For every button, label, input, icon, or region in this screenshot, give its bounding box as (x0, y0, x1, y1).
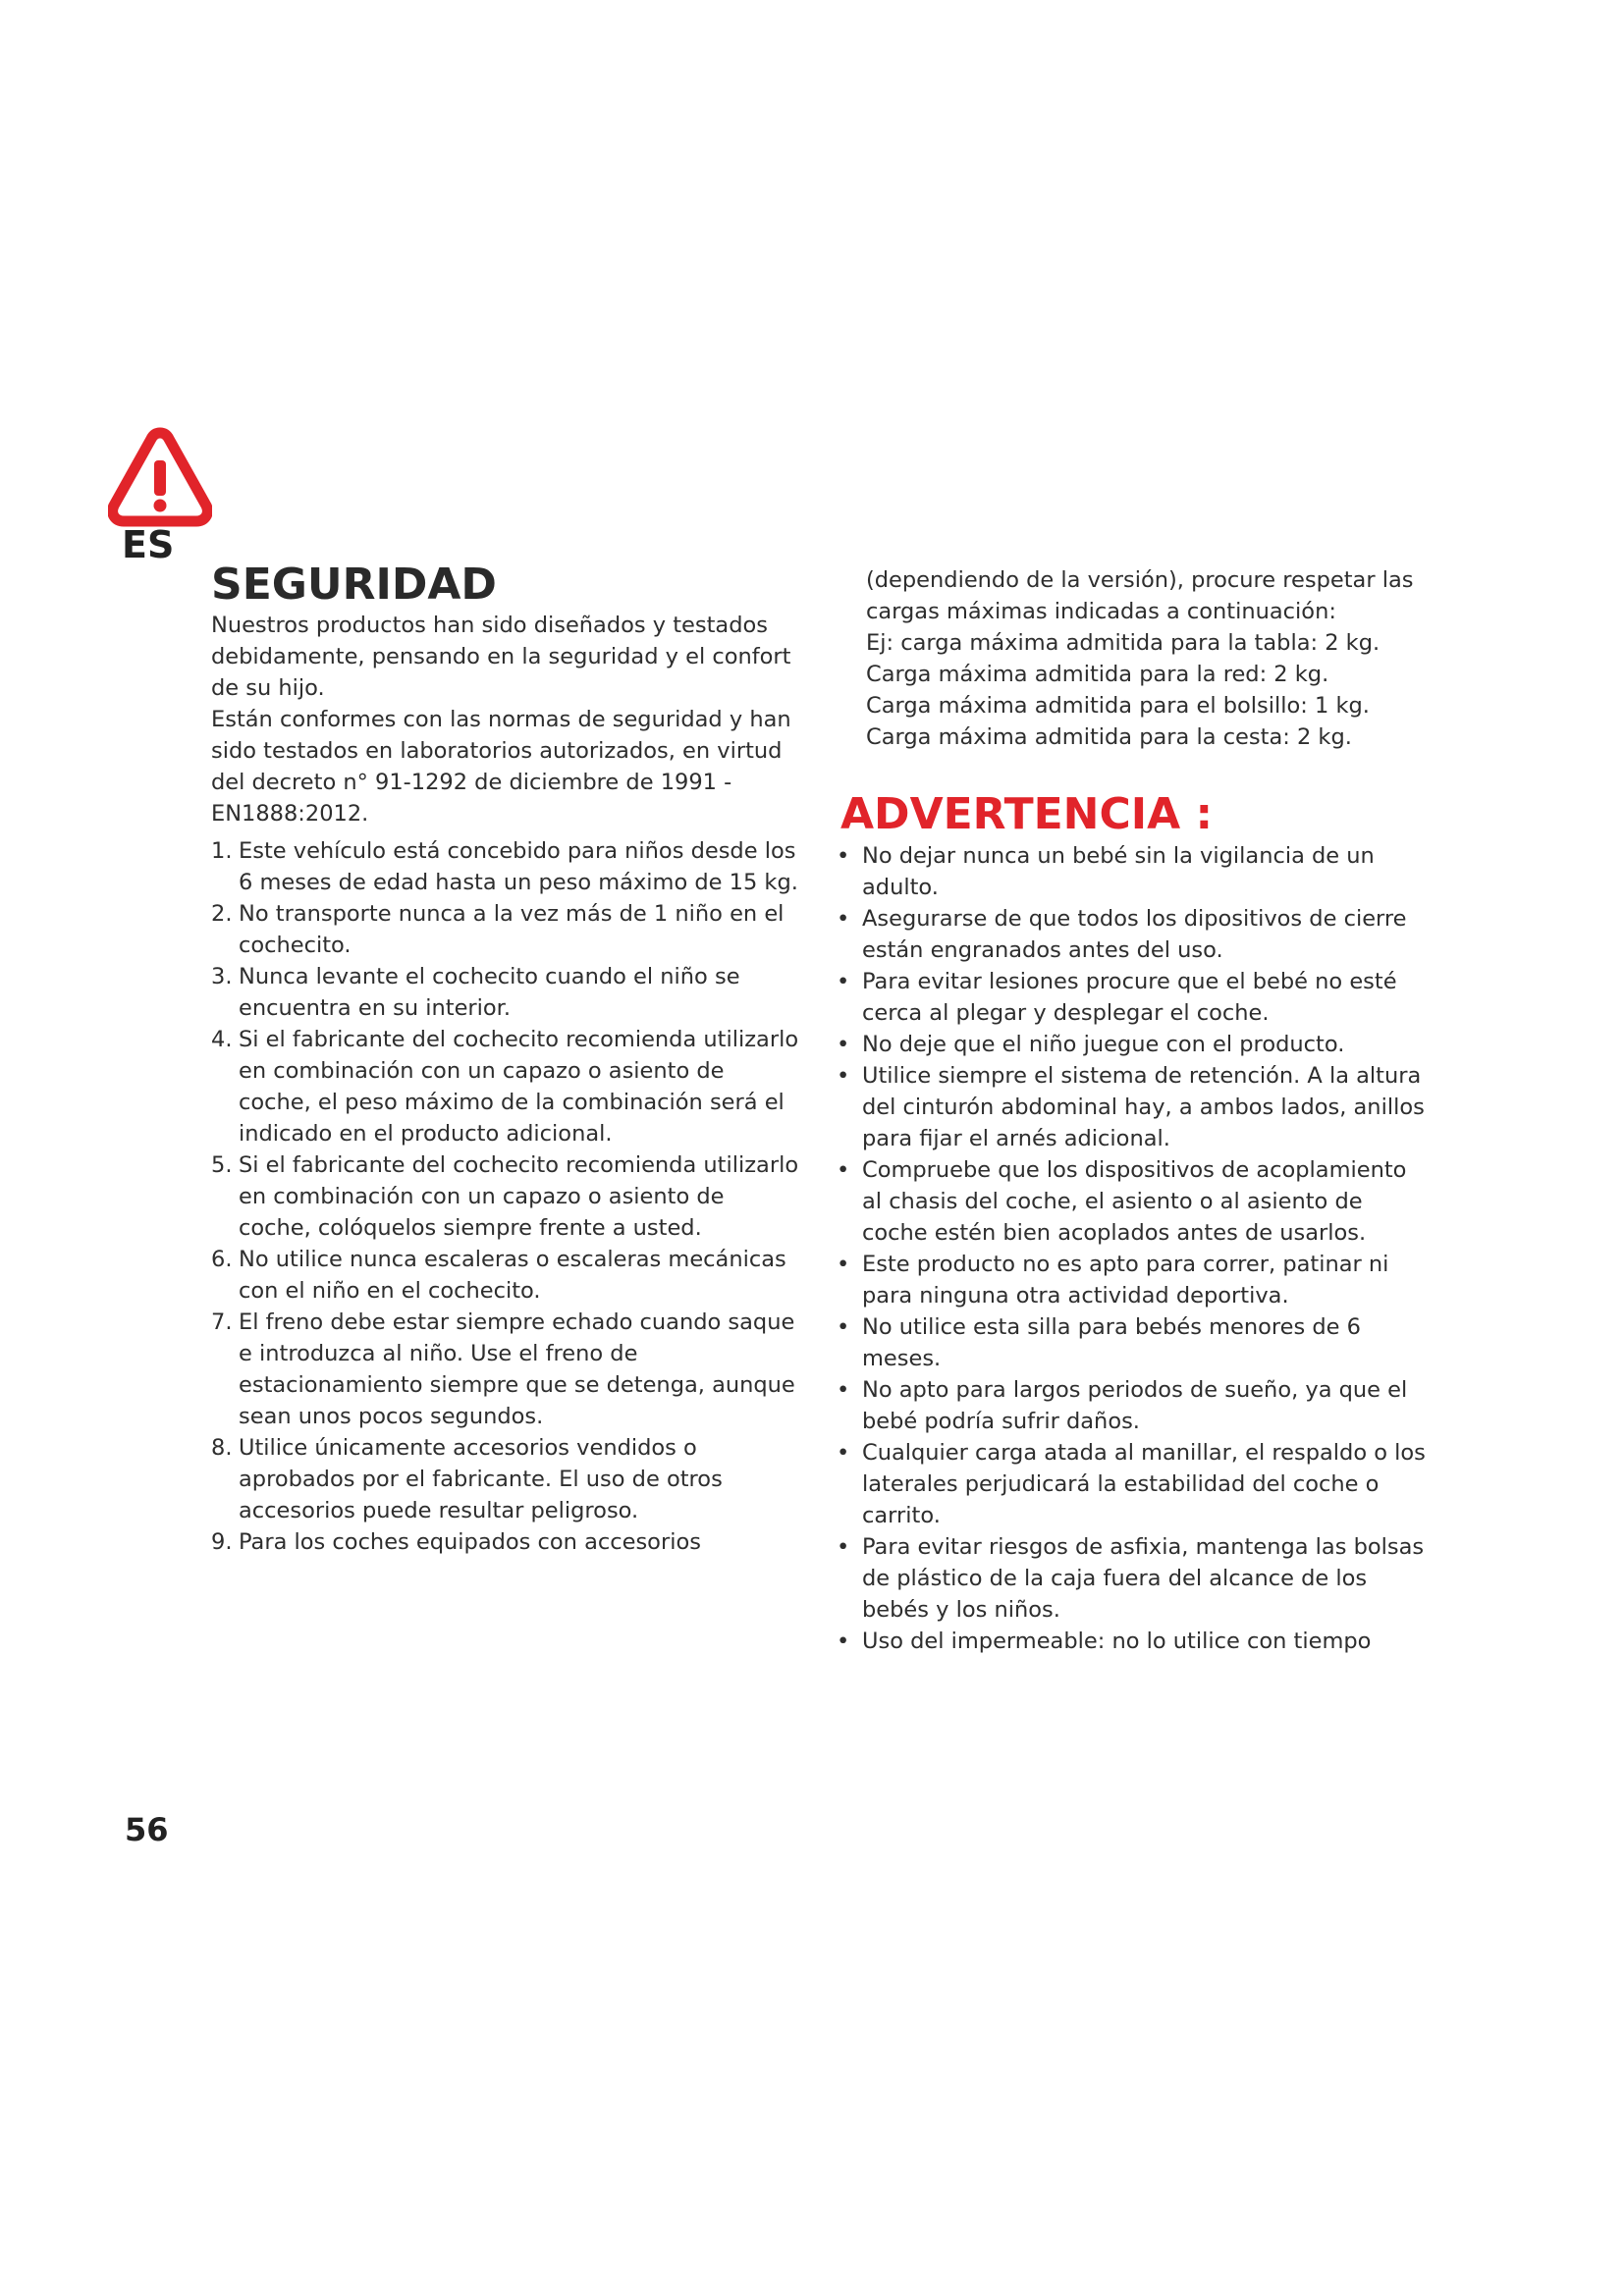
intro-paragraph: Están conformes con las normas de seguridad y han sido testados en laboratorios autorizados, en virtud del decreto n° 91-1292 de diciembre de 1991 - EN1888:2012. (211, 707, 791, 827)
language-code: ES (122, 523, 175, 566)
item-number: 3. (211, 964, 233, 989)
item-number: 6. (211, 1247, 233, 1272)
continuation-line: Carga máxima admitida para el bolsillo: 1 kg. (866, 693, 1370, 719)
item-text: Para evitar riesgos de asfixia, mantenga las bolsas de plástico de la caja fuera del alcance de los bebés y los niños. (862, 1534, 1425, 1623)
bullet-icon: • (837, 1063, 850, 1089)
item-number: 9. (211, 1529, 233, 1555)
continuation-text (866, 564, 1416, 753)
intro-paragraph: Nuestros productos han sido diseñados y testados debidamente, pensando en la seguridad y el confort de su hijo. (211, 613, 791, 701)
item-text: No dejar nunca un bebé sin la vigilancia de un adulto. (862, 843, 1375, 900)
item-text: No utilice nunca escaleras o escaleras mecánicas con el niño en el cochecito. (239, 1247, 786, 1304)
list-item (211, 1307, 800, 1432)
list-item (837, 1374, 1426, 1437)
page-number: 56 (125, 1811, 169, 1848)
list-item (837, 840, 1426, 903)
item-number: 8. (211, 1435, 233, 1461)
item-text: Para los coches equipados con accesorios (239, 1529, 701, 1555)
list-item (837, 1626, 1426, 1657)
section-title-seguridad: SEGURIDAD (211, 560, 497, 610)
list-item (837, 1531, 1426, 1626)
item-number: 7. (211, 1309, 233, 1335)
bullet-icon: • (837, 1440, 850, 1466)
list-item (837, 1154, 1426, 1249)
item-text: Cualquier carga atada al manillar, el respaldo o los laterales perjudicará la estabilidad del coche o carrito. (862, 1440, 1426, 1528)
list-item (211, 1526, 800, 1558)
item-text: No utilice esta silla para bebés menores de 6 meses. (862, 1314, 1361, 1371)
item-text: Asegurarse de que todos los dipositivos de cierre están engranados antes del uso. (862, 906, 1407, 963)
bullet-icon: • (837, 843, 850, 869)
seguridad-numbered-list (211, 835, 800, 1558)
item-text: No deje que el niño juegue con el producto. (862, 1032, 1345, 1057)
item-text: No apto para largos periodos de sueño, ya que el bebé podría sufrir daños. (862, 1377, 1408, 1434)
bullet-icon: • (837, 1252, 850, 1277)
list-item (837, 1249, 1426, 1311)
bullet-icon: • (837, 1157, 850, 1183)
item-text: Utilice siempre el sistema de retención. A la altura del cinturón abdominal hay, a ambos lados, anillos para fijar el arnés adicional. (862, 1063, 1425, 1151)
item-text: Para evitar lesiones procure que el bebé no esté cerca al plegar y desplegar el coche. (862, 969, 1397, 1026)
item-text: Si el fabricante del cochecito recomienda utilizarlo en combinación con un capazo o asiento de coche, colóquelos siempre frente a usted. (239, 1152, 799, 1241)
list-item (837, 1029, 1426, 1060)
list-item (211, 961, 800, 1024)
item-text: Uso del impermeable: no lo utilice con tiempo (862, 1629, 1372, 1654)
bullet-icon: • (837, 1629, 850, 1654)
list-item (837, 966, 1426, 1029)
continuation-line: Carga máxima admitida para la red: 2 kg. (866, 662, 1329, 687)
bullet-icon: • (837, 1032, 850, 1057)
item-text: Nunca levante el cochecito cuando el niño se encuentra en su interior. (239, 964, 740, 1021)
list-item (837, 1311, 1426, 1374)
item-number: 1. (211, 838, 233, 864)
item-text: El freno debe estar siempre echado cuando saque e introduzca al niño. Use el freno de estacionamiento siempre que se detenga, aunque sean unos pocos segundos. (239, 1309, 795, 1429)
continuation-line: Carga máxima admitida para la cesta: 2 kg. (866, 724, 1352, 750)
item-text: Si el fabricante del cochecito recomienda utilizarlo en combinación con un capazo o asiento de coche, el peso máximo de la combinación será el indicado en el producto adicional. (239, 1027, 799, 1147)
item-text: Este vehículo está concebido para niños desde los 6 meses de edad hasta un peso máximo de 15 kg. (239, 838, 798, 895)
advertencia-bullet-list (837, 840, 1426, 1657)
item-text: Utilice únicamente accesorios vendidos o aprobados por el fabricante. El uso de otros accesorios puede resultar peligroso. (239, 1435, 723, 1523)
item-number: 4. (211, 1027, 233, 1052)
list-item (211, 835, 800, 898)
list-item (211, 1244, 800, 1307)
list-item (211, 1432, 800, 1526)
continuation-line: (dependiendo de la versión), procure respetar las cargas máximas indicadas a continuación: (866, 567, 1414, 624)
bullet-icon: • (837, 1534, 850, 1560)
list-item (211, 898, 800, 961)
seguridad-intro (211, 610, 800, 829)
list-item (837, 1437, 1426, 1531)
item-text: No transporte nunca a la vez más de 1 niño en el cochecito. (239, 901, 785, 958)
item-text: Este producto no es apto para correr, patinar ni para ninguna otra actividad deportiva. (862, 1252, 1389, 1308)
item-number: 2. (211, 901, 233, 927)
list-item (211, 1024, 800, 1149)
section-title-advertencia: ADVERTENCIA : (840, 789, 1214, 839)
list-item (837, 1060, 1426, 1154)
item-number: 5. (211, 1152, 233, 1178)
bullet-icon: • (837, 1314, 850, 1340)
bullet-icon: • (837, 906, 850, 932)
bullet-icon: • (837, 969, 850, 994)
continuation-line: Ej: carga máxima admitida para la tabla: 2 kg. (866, 630, 1380, 656)
list-item (837, 903, 1426, 966)
warning-triangle-icon (108, 427, 212, 527)
bullet-icon: • (837, 1377, 850, 1403)
item-text: Compruebe que los dispositivos de acoplamiento al chasis del coche, el asiento o al asiento de coche estén bien acoplados antes de usarlos. (862, 1157, 1407, 1246)
list-item (211, 1149, 800, 1244)
